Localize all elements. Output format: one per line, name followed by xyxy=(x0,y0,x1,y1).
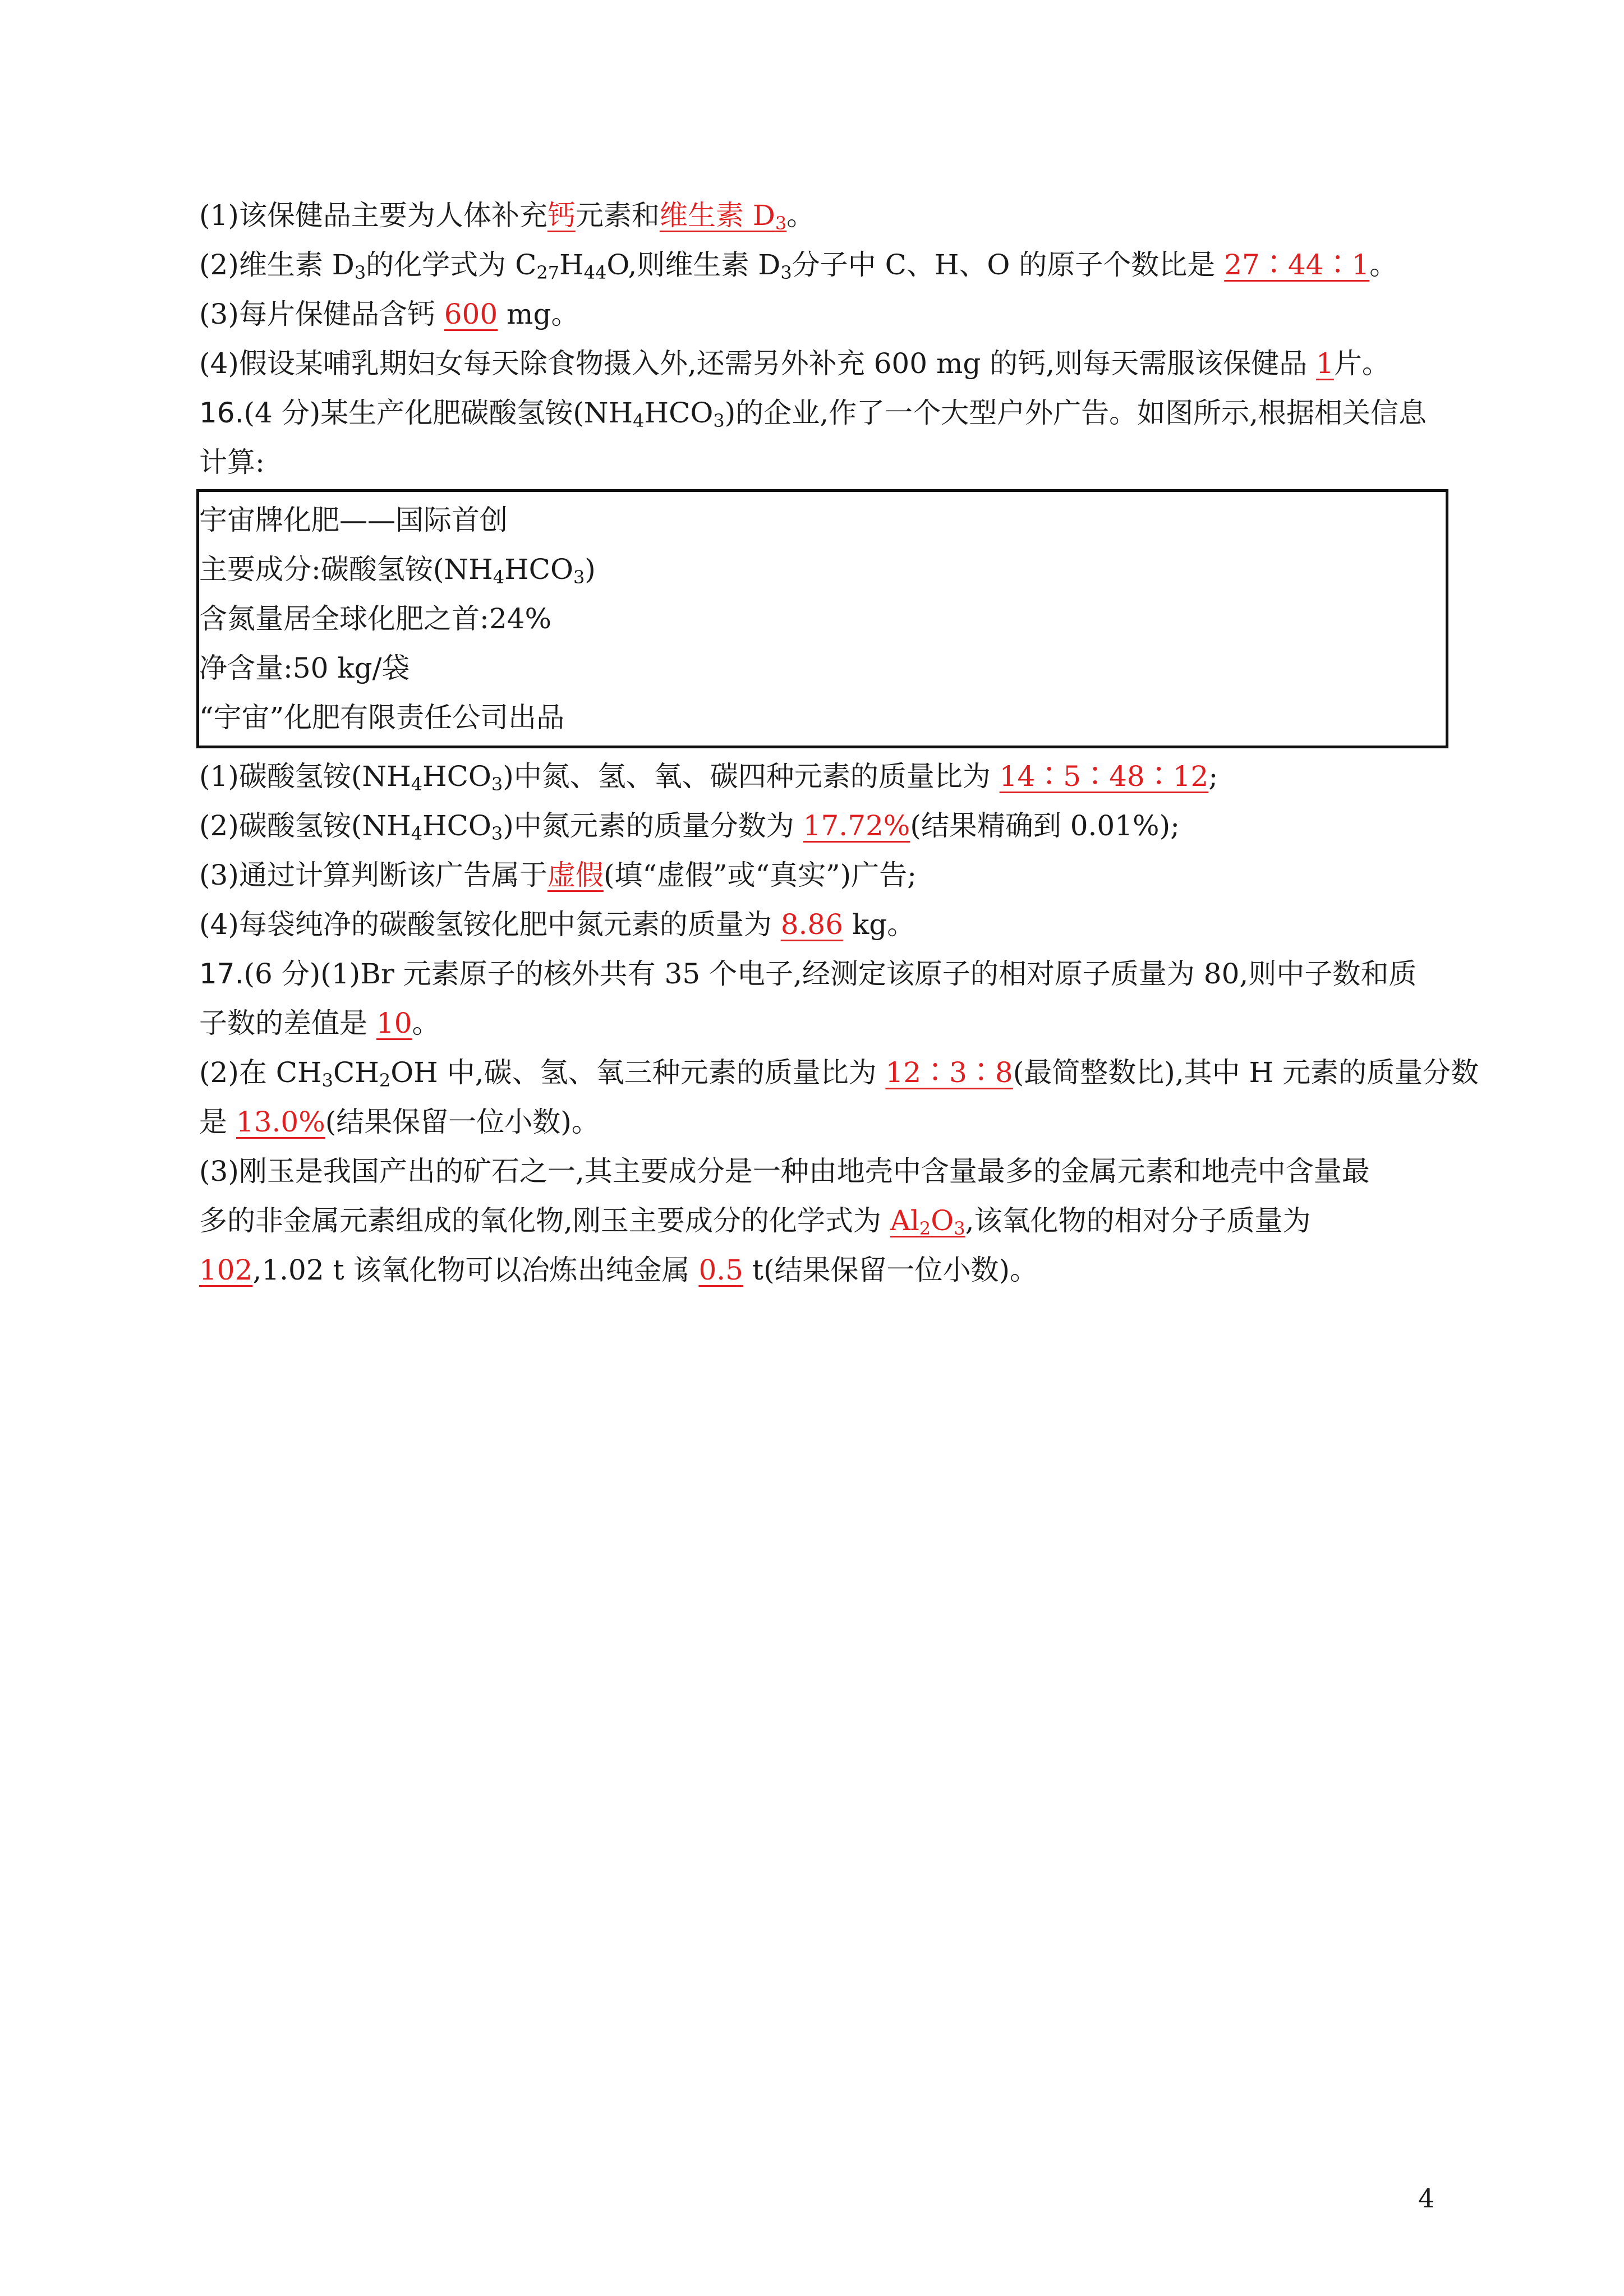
q17-line6 xyxy=(199,1196,1456,1245)
text: CH xyxy=(333,1056,379,1089)
answer: 虚假 xyxy=(547,859,604,891)
advertisement-box xyxy=(196,489,1448,748)
text: HCO xyxy=(644,397,714,429)
question-number: 17. xyxy=(199,958,244,990)
text: HCO xyxy=(422,760,491,793)
q17-line7 xyxy=(199,1245,1456,1295)
text: t(结果保留一位小数)。 xyxy=(743,1254,1038,1286)
text: 是 xyxy=(199,1106,236,1138)
text: 元素和 xyxy=(575,199,660,232)
subscript: 4 xyxy=(411,774,423,795)
document-body xyxy=(199,191,1479,1295)
text: (结果精确到 0.01%); xyxy=(910,809,1180,842)
text: )的企业,作了一个大型户外广告。如图所示,根据相关信息 xyxy=(724,397,1427,429)
text: H xyxy=(559,249,584,281)
subscript: 3 xyxy=(713,410,725,431)
answer: 600 xyxy=(444,298,498,330)
subscript: 3 xyxy=(775,213,787,234)
text: (4)假设某哺乳期妇女每天除食物摄入外,还需另外补充 600 mg 的钙,则每天需服该保健品 xyxy=(199,347,1317,380)
answer: 8.86 xyxy=(780,908,844,941)
subscript: 4 xyxy=(493,567,505,588)
q15-part1 xyxy=(199,191,1456,240)
text: HCO xyxy=(422,809,491,842)
text: (1)碳酸氢铵(NH xyxy=(199,760,411,793)
text: ; xyxy=(1208,760,1218,793)
subscript: 27 xyxy=(536,262,560,283)
q16-part4 xyxy=(199,900,1456,949)
subscript: 2 xyxy=(379,1070,391,1091)
text: (3)通过计算判断该广告属于 xyxy=(199,859,548,891)
q17-line5: (3)刚玉是我国产出的矿石之一,其主要成分是一种由地壳中含量最多的金属元素和地壳中含量最 xyxy=(199,1155,1370,1188)
text: (2)在 CH xyxy=(199,1056,322,1089)
answer: 钙 xyxy=(547,199,576,232)
q16-part3 xyxy=(199,850,1456,900)
text: 多的非金属元素组成的氧化物,刚玉主要成分的化学式为 xyxy=(199,1204,890,1237)
subscript: 4 xyxy=(633,410,645,431)
text: 。 xyxy=(412,1007,440,1039)
text: 主要成分:碳酸氢铵(NH xyxy=(199,553,493,586)
answer: 27∶44∶1 xyxy=(1224,249,1370,281)
text: 的化学式为 C xyxy=(366,249,537,281)
subscript: 44 xyxy=(583,262,607,283)
answer xyxy=(660,199,786,232)
q16-stem xyxy=(199,388,1456,438)
answer: 10 xyxy=(376,1007,412,1039)
question-number: 16. xyxy=(199,397,244,429)
ad-line: 宇宙牌化肥——国际首创 xyxy=(199,504,508,536)
text: (1)该保健品主要为人体补充 xyxy=(199,199,548,232)
answer: 13.0% xyxy=(236,1106,325,1138)
answer: 14∶5∶48∶12 xyxy=(999,760,1209,793)
text: (6 分)(1)Br 元素原子的核外共有 35 个电子,经测定该原子的相对原子质量为 80,则中子数和质 xyxy=(243,958,1417,990)
text: (填“虚假”或“真实”)广告; xyxy=(603,859,917,891)
subscript: 2 xyxy=(919,1218,931,1239)
text: (4 分)某生产化肥碳酸氢铵(NH xyxy=(243,397,633,429)
q15-part4 xyxy=(199,339,1456,388)
answer-text: 维生素 D xyxy=(659,199,775,232)
q17-line4 xyxy=(199,1097,1456,1147)
answer-text: Al xyxy=(890,1204,919,1237)
text: (2)维生素 D xyxy=(199,249,355,281)
answer: 1 xyxy=(1316,347,1334,380)
answer: 0.5 xyxy=(698,1254,743,1286)
q15-part2 xyxy=(199,240,1456,289)
page-number: 4 xyxy=(1418,2183,1435,2214)
subscript: 3 xyxy=(354,262,366,283)
answer: 17.72% xyxy=(803,809,910,842)
text: kg。 xyxy=(843,908,915,941)
q16-stem-line2: 计算: xyxy=(199,446,265,478)
text: 。 xyxy=(1369,249,1398,281)
text: O,则维生素 D xyxy=(606,249,781,281)
text: ) xyxy=(585,553,596,586)
text: (结果保留一位小数)。 xyxy=(325,1106,600,1138)
text: (4)每袋纯净的碳酸氢铵化肥中氮元素的质量为 xyxy=(199,908,781,941)
text: 子数的差值是 xyxy=(199,1007,376,1039)
q15-part3 xyxy=(199,289,1456,339)
subscript: 4 xyxy=(411,823,423,844)
subscript: 3 xyxy=(780,262,792,283)
ad-line: 净含量:50 kg/袋 xyxy=(199,652,410,684)
q17-line2 xyxy=(199,999,1456,1048)
answer: 12∶3∶8 xyxy=(885,1056,1013,1089)
text: ,该氧化物的相对分子质量为 xyxy=(965,1204,1311,1237)
text: 。 xyxy=(786,199,815,232)
ad-line xyxy=(199,545,1446,594)
answer: 102 xyxy=(199,1254,253,1286)
ad-line: 含氮量居全球化肥之首:24% xyxy=(199,602,551,635)
text: (3)每片保健品含钙 xyxy=(199,298,444,330)
text: )中氮、氢、氧、碳四种元素的质量比为 xyxy=(503,760,1000,793)
text: HCO xyxy=(504,553,573,586)
text: )中氮元素的质量分数为 xyxy=(503,809,803,842)
answer xyxy=(890,1204,965,1237)
subscript: 3 xyxy=(573,567,585,588)
text: OH 中,碳、氢、氧三种元素的质量比为 xyxy=(390,1056,886,1089)
text: (2)碳酸氢铵(NH xyxy=(199,809,411,842)
q16-part2 xyxy=(199,801,1456,850)
q17-line1 xyxy=(199,949,1456,999)
answer-text: O xyxy=(931,1204,954,1237)
subscript: 3 xyxy=(321,1070,333,1091)
subscript: 3 xyxy=(491,774,503,795)
subscript: 3 xyxy=(491,823,503,844)
text: (最简整数比),其中 H 元素的质量分数 xyxy=(1013,1056,1479,1089)
q17-line3 xyxy=(199,1048,1479,1097)
text: 分子中 C、H、O 的原子个数比是 xyxy=(792,249,1225,281)
text: 片。 xyxy=(1333,347,1390,380)
subscript: 3 xyxy=(954,1218,965,1239)
text: ,1.02 t 该氧化物可以冶炼出纯金属 xyxy=(252,1254,699,1286)
q16-part1 xyxy=(199,752,1456,801)
text: mg。 xyxy=(498,298,579,330)
ad-line: “宇宙”化肥有限责任公司出品 xyxy=(199,701,565,734)
